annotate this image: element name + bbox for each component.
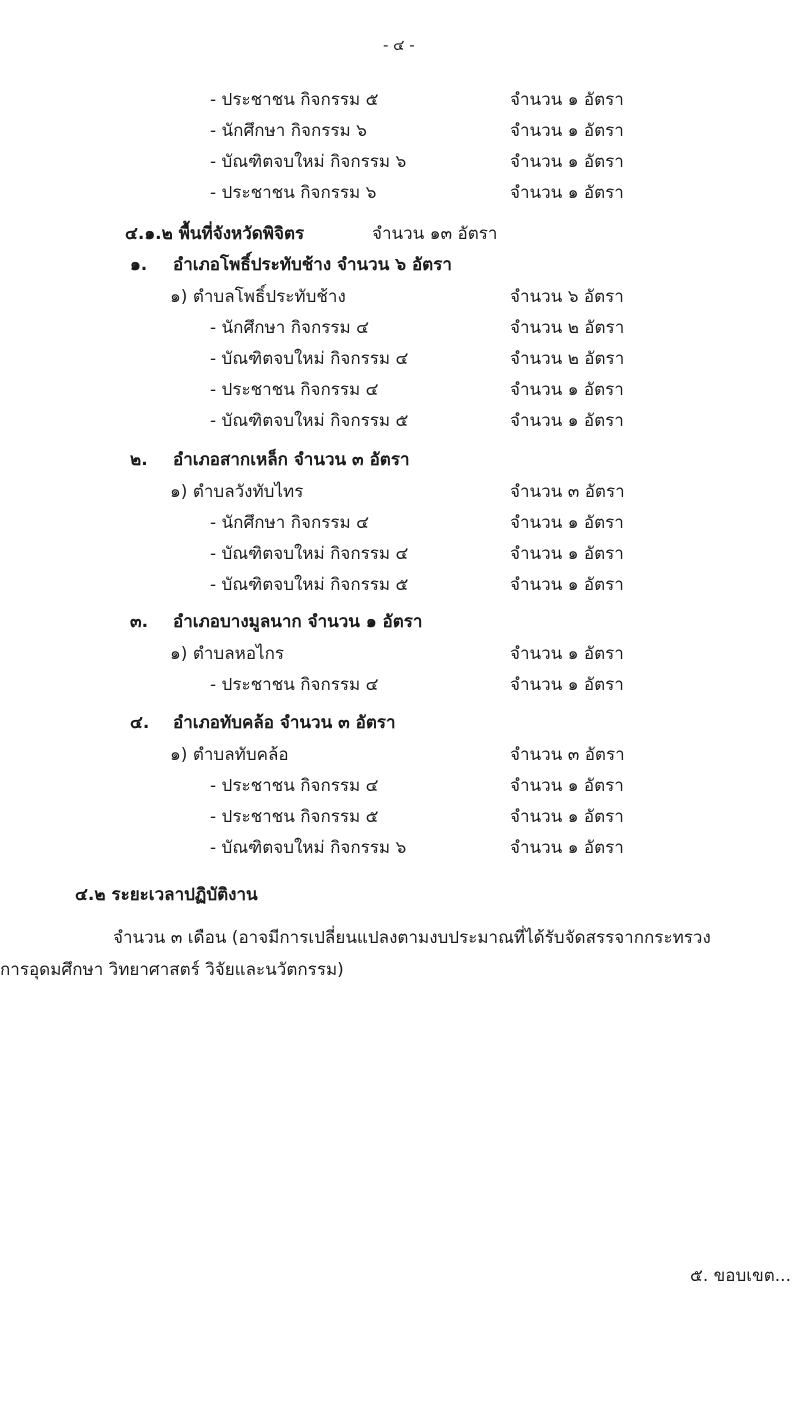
- subdistrict-label: ๑) ตำบลหอไกร: [170, 644, 285, 664]
- list-item-label: - บัณฑิตจบใหม่ กิจกรรม ๕: [210, 575, 409, 595]
- district-heading: อำเภอสากเหล็ก จำนวน ๓ อัตรา: [173, 450, 410, 470]
- subdistrict-count: จำนวน ๑ อัตรา: [510, 644, 624, 664]
- list-item-label: - นักศึกษา กิจกรรม ๖: [210, 121, 367, 141]
- list-item-count: จำนวน ๑ อัตรา: [510, 544, 624, 564]
- list-item-label: - บัณฑิตจบใหม่ กิจกรรม ๔: [210, 349, 409, 369]
- district-heading: อำเภอทับคล้อ จำนวน ๓ อัตรา: [173, 713, 396, 733]
- list-item-count: จำนวน ๑ อัตรา: [510, 675, 624, 695]
- list-item-count: จำนวน ๑ อัตรา: [510, 513, 624, 533]
- list-item-count: จำนวน ๑ อัตรา: [510, 776, 624, 796]
- list-item-label: - ประชาชน กิจกรรม ๔: [210, 380, 379, 400]
- subdistrict-label: ๑) ตำบลโพธิ์ประทับช้าง: [170, 287, 346, 307]
- list-item-label: - บัณฑิตจบใหม่ กิจกรรม ๖: [210, 152, 407, 172]
- list-item-count: จำนวน ๑ อัตรา: [510, 807, 624, 827]
- subdistrict-label: ๑) ตำบลวังทับไทร: [170, 482, 304, 502]
- list-item-count: จำนวน ๒ อัตรา: [510, 318, 625, 338]
- district-number: ๒.: [130, 450, 148, 470]
- list-item-count: จำนวน ๑ อัตรา: [510, 121, 624, 141]
- list-item-label: - นักศึกษา กิจกรรม ๔: [210, 513, 369, 533]
- paragraph-line-2: การอุดมศึกษา วิทยาศาสตร์ วิจัยและนวัตกรรม): [0, 960, 344, 980]
- subdistrict-count: จำนวน ๓ อัตรา: [510, 482, 625, 502]
- list-item-count: จำนวน ๑ อัตรา: [510, 411, 624, 431]
- district-number: ๑.: [130, 255, 148, 275]
- section-4-1-2-heading: ๔.๑.๒ พื้นที่จังหวัดพิจิตร: [125, 224, 305, 244]
- list-item-label: - ประชาชน กิจกรรม ๕: [210, 807, 379, 827]
- list-item-count: จำนวน ๑ อัตรา: [510, 380, 624, 400]
- list-item-count: จำนวน ๑ อัตรา: [510, 152, 624, 172]
- district-heading: อำเภอบางมูลนาก จำนวน ๑ อัตรา: [173, 612, 423, 632]
- list-item-label: - บัณฑิตจบใหม่ กิจกรรม ๖: [210, 838, 407, 858]
- page-number: - ๔ -: [383, 36, 415, 54]
- list-item-count: จำนวน ๑ อัตรา: [510, 575, 624, 595]
- subdistrict-label: ๑) ตำบลทับคล้อ: [170, 745, 289, 765]
- section-4-1-2-count: จำนวน ๑๓ อัตรา: [372, 224, 498, 244]
- district-number: ๓.: [130, 612, 149, 632]
- continuation-note: ๕. ขอบเขต...: [690, 1266, 791, 1286]
- subdistrict-count: จำนวน ๖ อัตรา: [510, 287, 624, 307]
- district-heading: อำเภอโพธิ์ประทับช้าง จำนวน ๖ อัตรา: [173, 255, 452, 275]
- list-item-label: - ประชาชน กิจกรรม ๔: [210, 776, 379, 796]
- paragraph-line-1: จำนวน ๓ เดือน (อาจมีการเปลี่ยนแปลงตามงบประมาณที่ได้รับจัดสรรจากกระทรวง: [113, 928, 711, 948]
- list-item-label: - บัณฑิตจบใหม่ กิจกรรม ๕: [210, 411, 409, 431]
- list-item-label: - ประชาชน กิจกรรม ๖: [210, 183, 377, 203]
- subdistrict-count: จำนวน ๓ อัตรา: [510, 745, 625, 765]
- list-item-label: - ประชาชน กิจกรรม ๕: [210, 90, 379, 110]
- list-item-count: จำนวน ๑ อัตรา: [510, 183, 624, 203]
- list-item-count: จำนวน ๑ อัตรา: [510, 838, 624, 858]
- list-item-label: - ประชาชน กิจกรรม ๔: [210, 675, 379, 695]
- list-item-label: - นักศึกษา กิจกรรม ๔: [210, 318, 369, 338]
- list-item-label: - บัณฑิตจบใหม่ กิจกรรม ๔: [210, 544, 409, 564]
- section-4-2-heading: ๔.๒ ระยะเวลาปฏิบัติงาน: [75, 885, 258, 905]
- district-number: ๔.: [130, 713, 150, 733]
- list-item-count: จำนวน ๒ อัตรา: [510, 349, 625, 369]
- list-item-count: จำนวน ๑ อัตรา: [510, 90, 624, 110]
